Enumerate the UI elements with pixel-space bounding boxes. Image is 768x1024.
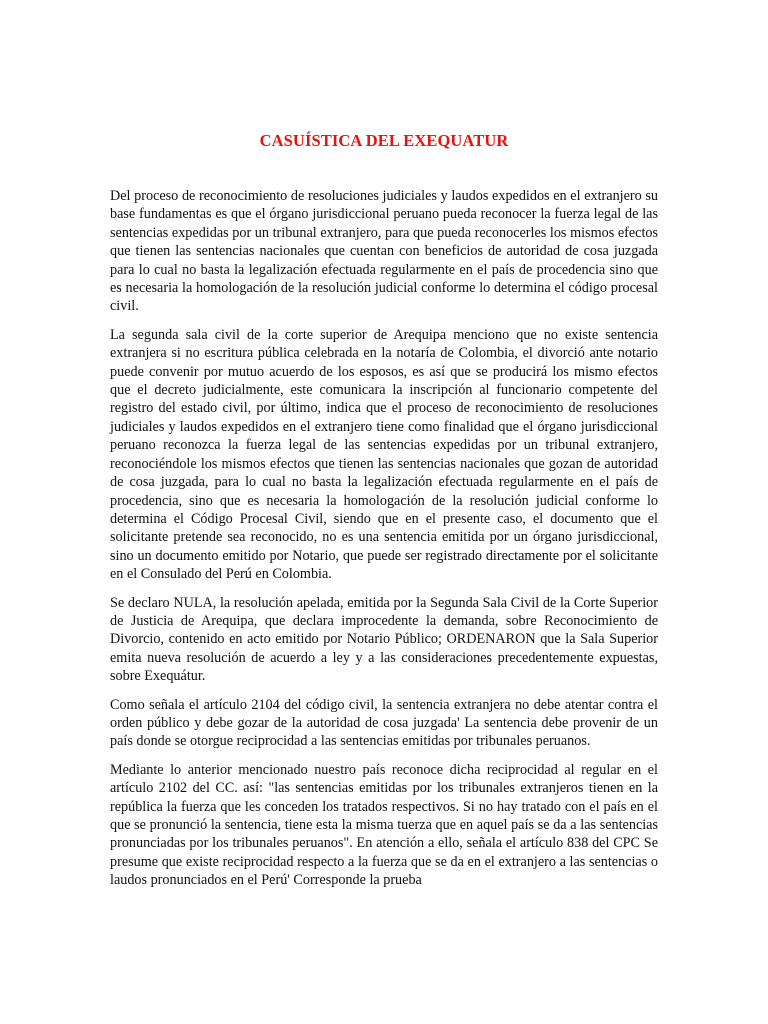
paragraph-2: La segunda sala civil de la corte superior de Arequipa menciono que no existe sentencia extranjera si no escritura pública celebrada en la notaría de Colombia, el divorció ante notario puede convenir por mutuo acuerdo de los esposos, es así que se producirá los mismo efectos que el decreto judicialmente, este comunicara la inscripción al funcionario competente del registro del estado civil, por último, indica que el proceso de reconocimiento de resoluciones judiciales y laudos expedidos en el extranjero tiene como finalidad que el órgano jurisdiccional peruano reconozca la fuerza legal de las sentencias expedidas por un tribunal extranjero, reconociéndole los mismos efectos que tienen las sentencias nacionales que gozan de autoridad de cosa juzgada, para lo cual no basta la legalización efectuada regularmente en el país de procedencia, sino que es necesaria la homologación de la resolución judicial conforme lo determina el Código Procesal Civil, siendo que en el presente caso, el documento que el solicitante pretende sea reconocido, no es una sentencia emitida por un órgano jurisdiccional, sino un documento emitido por Notario, que puede ser registrado directamente por el solicitante en el Consulado del Perú en Colombia. [110,326,658,583]
paragraph-1: Del proceso de reconocimiento de resoluciones judiciales y laudos expedidos en el extranjero su base fundamentas es que el órgano jurisdiccional peruano pueda reconocer la fuerza legal de las sentencias expedidas por un tribunal extranjero, para que pueda reconocerles los mismos efectos que tienen las sentencias nacionales que cuentan con beneficios de autoridad de cosa juzgada para lo cual no basta la legalización efectuada regularmente en el país de procedencia sino que es necesaria la homologación de la resolución judicial conforme lo determina el código procesal civil. [110,188,658,315]
document-title: CASUÍSTICA DEL EXEQUATUR [259,131,509,150]
paragraph-5: Mediante lo anterior mencionado nuestro país reconoce dicha reciprocidad al regular en el artículo 2102 del CC. así: "las sentencias emitidas por los tribunales extranjeros tienen en la república la fuerza que les conceden los tratados respectivos. Si no hay tratado con el país en el que se pronunció la sentencia, tiene esta la misma tuerza que en aquel país se da a las sentencias pronunciadas por los tribunales peruanos". En atención a ello, señala el artículo 838 del CPC Se presume que existe reciprocidad respecto a la fuerza que se da en el extranjero a las sentencias o laudos pronunciados en el Perú' Corresponde la prueba [110,761,658,889]
paragraph-4: Como señala el artículo 2104 del código civil, la sentencia extranjera no debe atentar contra el orden público y debe gozar de la autoridad de cosa juzgada' La sentencia debe provenir de un país donde se otorgue reciprocidad a las sentencias emitidas por tribunales peruanos. [110,696,658,750]
document-body [110,187,658,900]
paragraph-3: Se declaro NULA, la resolución apelada, emitida por la Segunda Sala Civil de la Corte Superior de Justicia de Arequipa, que declara improcedente la demanda, sobre Reconocimiento de Divorcio, contenido en acto emitido por Notario Público; ORDENARON que la Sala Superior emita nueva resolución de acuerdo a ley y a las consideraciones precedentemente expuestas, sobre Exequátur. [110,594,658,685]
